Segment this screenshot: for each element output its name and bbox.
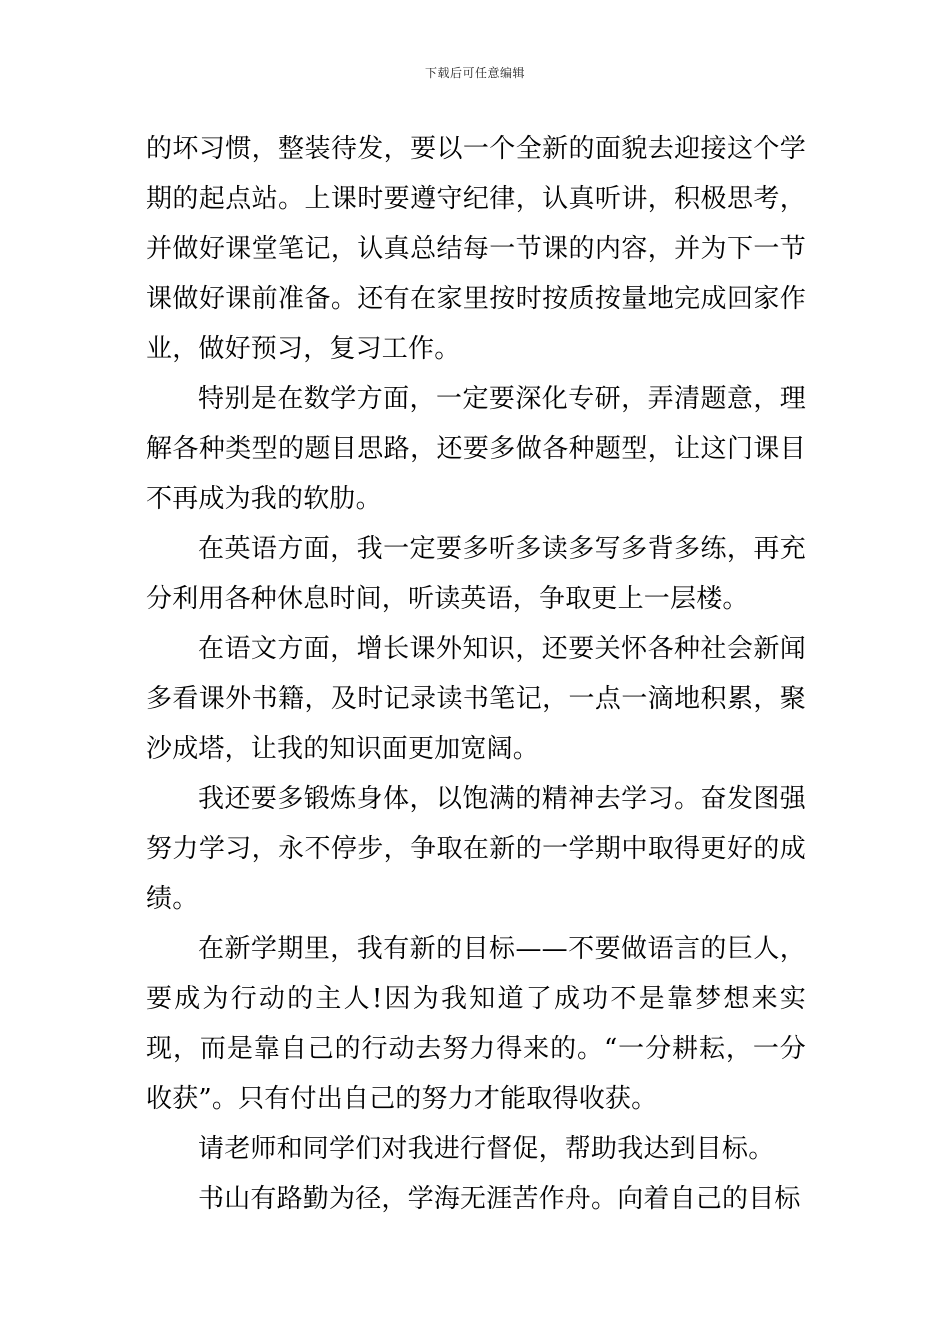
paragraph-math: 特别是在数学方面，一定要深化专研，弄清题意，理解各种类型的题目思路，还要多做各种题型，让这门课目不再成为我的软肋。: [146, 384, 806, 514]
paragraph-english: 在英语方面，我一定要多听多读多写多背多练，再充分利用各种休息时间，听读英语，争取更上一层楼。: [146, 534, 806, 614]
paragraph-study-habits: 的坏习惯，整装待发，要以一个全新的面貌去迎接这个学期的起点站。上课时要遵守纪律，认真听讲，积极思考，并做好课堂笔记，认真总结每一节课的内容，并为下一节课做好课前准备。还有在家里按时按质按量地完成回家作业，做好预习，复习工作。: [146, 134, 806, 364]
paragraph-supervision: 请老师和同学们对我进行督促，帮助我达到目标。: [198, 1134, 775, 1164]
paragraph-closing: 书山有路勤为径，学海无涯苦作舟。向着自己的目标: [198, 1184, 801, 1214]
body-text: [146, 124, 806, 1224]
page-header: 下载后可任意编辑: [424, 66, 525, 80]
paragraph-exercise: 我还要多锻炼身体，以饱满的精神去学习。奋发图强努力学习，永不停步，争取在新的一学期中取得更好的成绩。: [146, 784, 806, 914]
paragraph-new-goal: 在新学期里，我有新的目标——不要做语言的巨人，要成为行动的主人!因为我知道了成功不是靠梦想来实现，而是靠自己的行动去努力得来的。“一分耕耘，一分收获”。只有付出自己的努力才能取得收获。: [146, 934, 806, 1114]
paragraph-chinese: 在语文方面，增长课外知识，还要关怀各种社会新闻多看课外书籍，及时记录读书笔记，一点一滴地积累，聚沙成塔，让我的知识面更加宽阔。: [146, 634, 806, 764]
